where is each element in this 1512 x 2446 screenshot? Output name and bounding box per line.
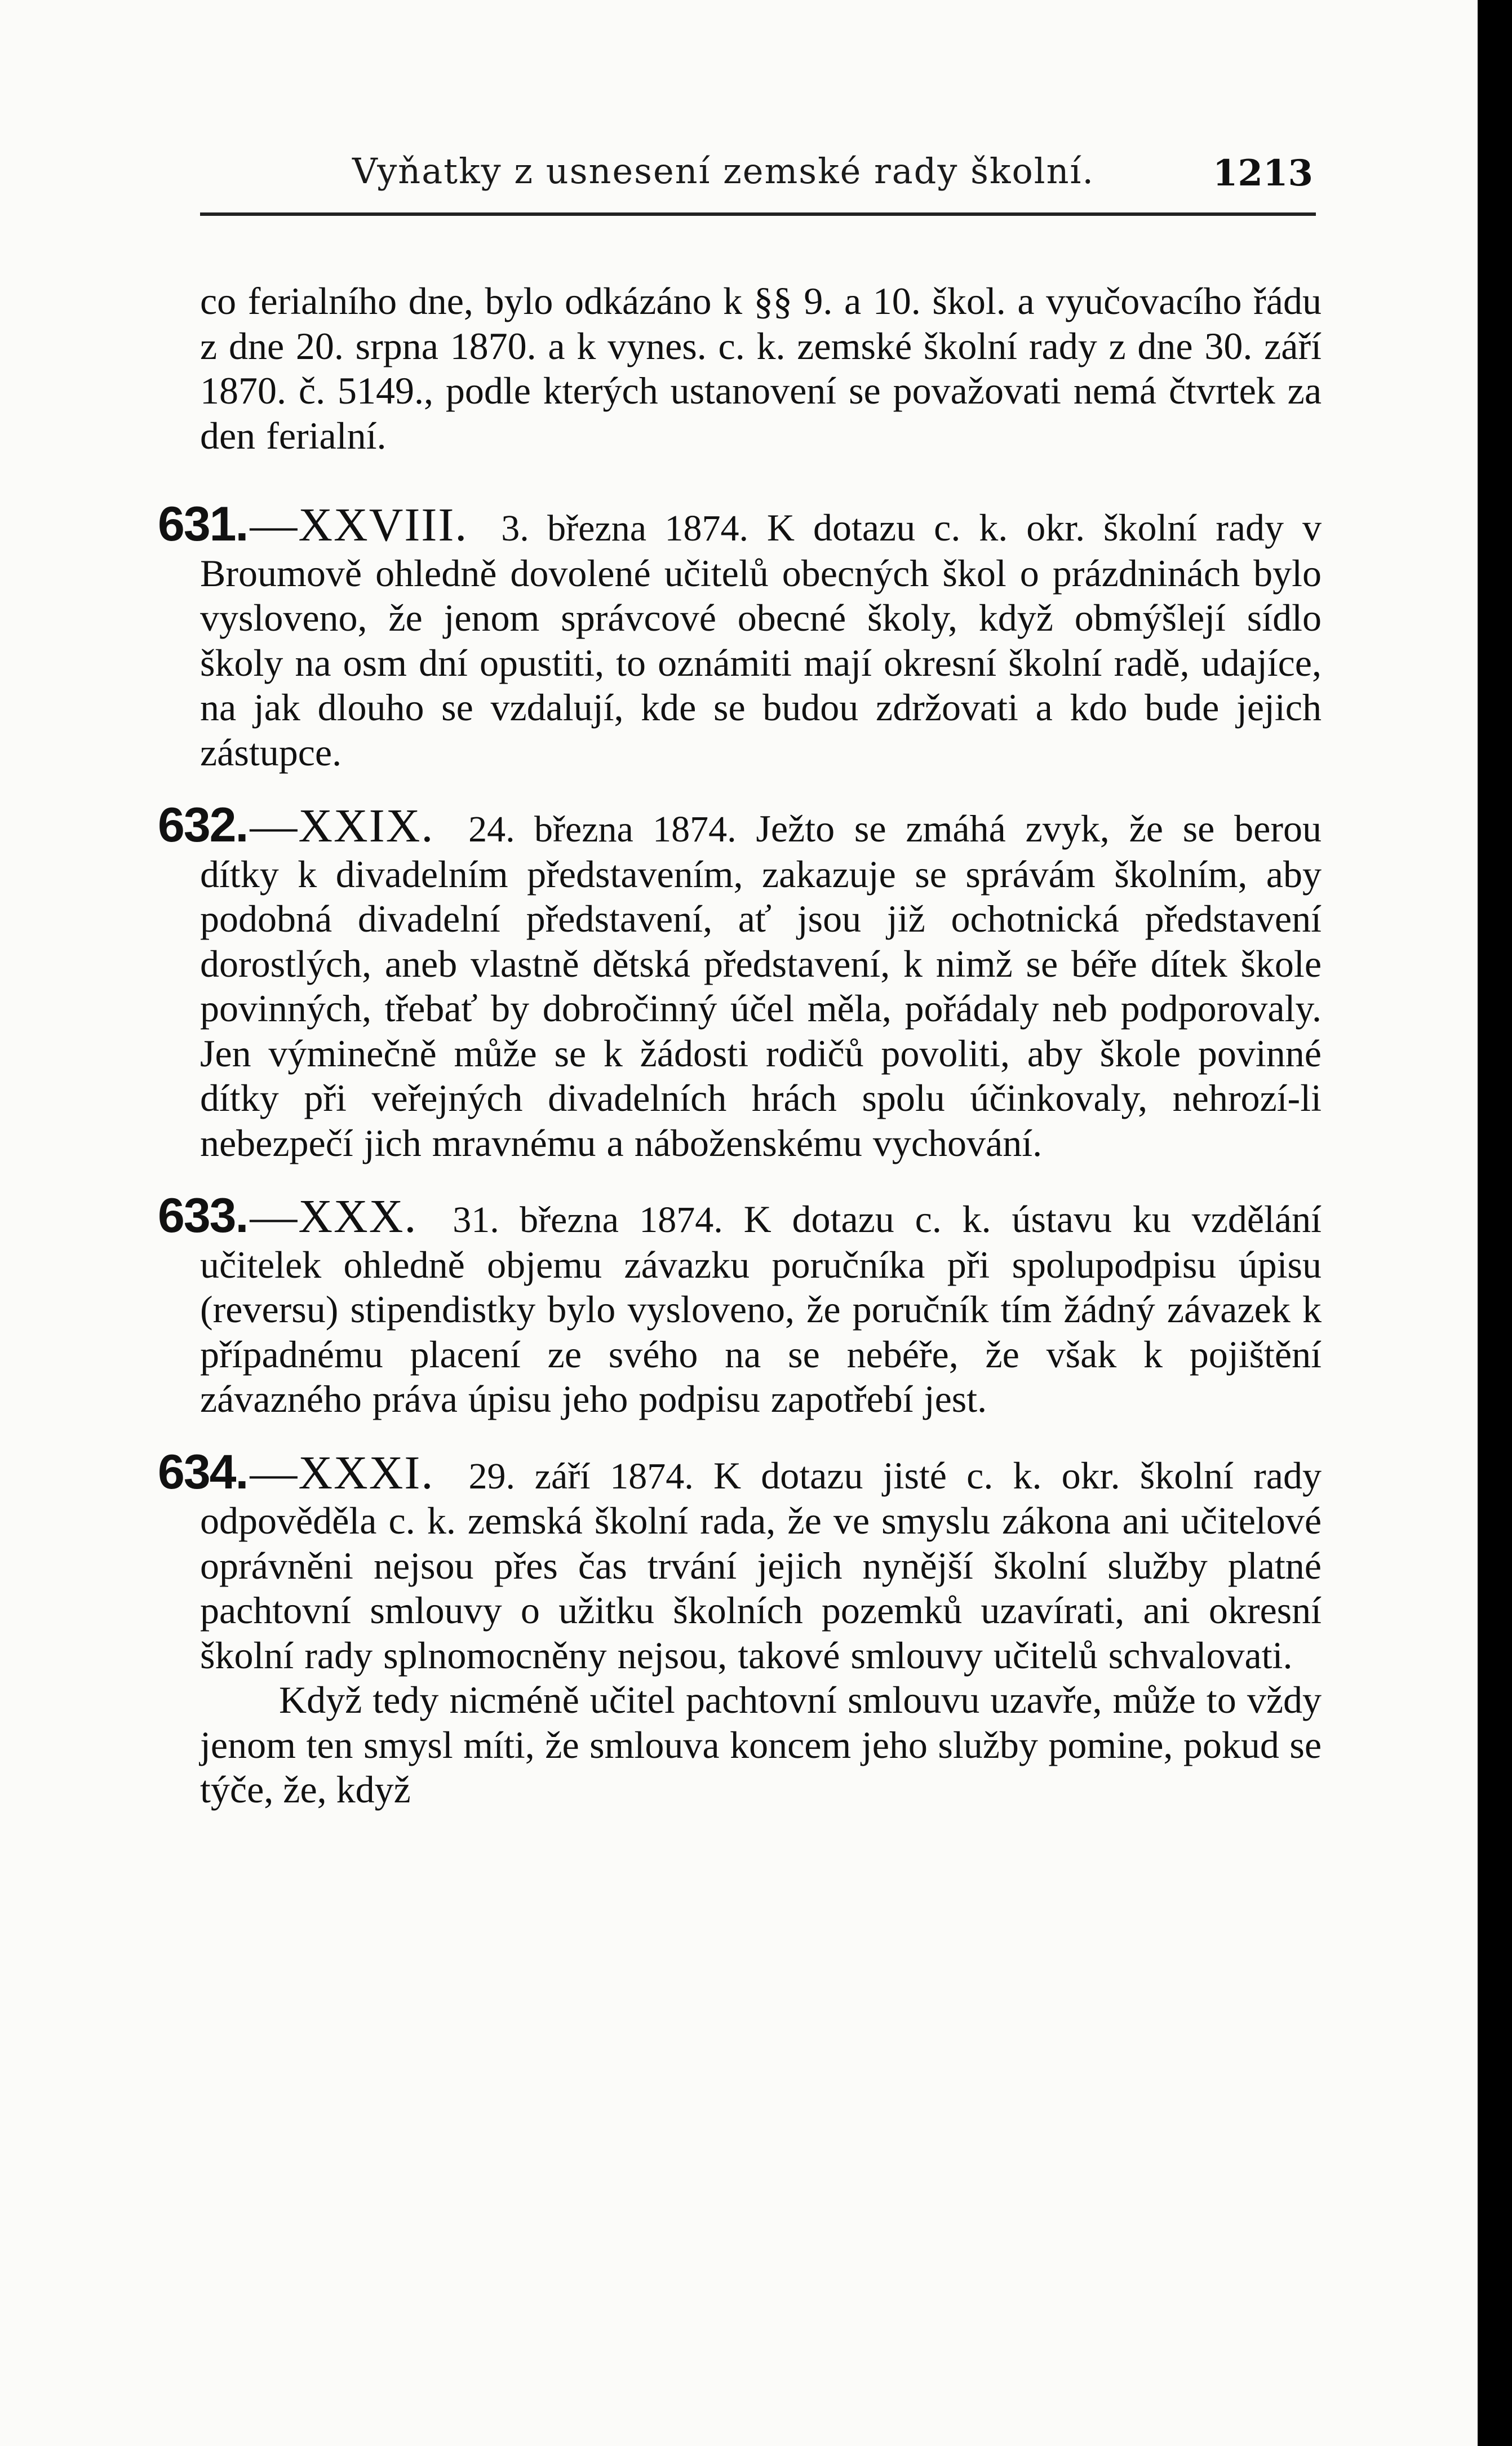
entry-roman-numeral: —XXX. bbox=[250, 1190, 418, 1243]
entry-roman-numeral: —XXXI. bbox=[250, 1446, 434, 1499]
page-body bbox=[158, 279, 1322, 1813]
entry-date: 31. března 1874. bbox=[453, 1199, 723, 1240]
continuation-paragraph: Když tedy nicméně učitel pachtovní smlouvu uzavře, může to vždy jenom ten smysl míti, že smlouva koncem jeho služby pomine, pokud se týče, že, když bbox=[200, 1678, 1322, 1811]
entry-text: Ježto se zmáhá zvyk, že se berou dítky k divadelním představením, zakazuje se správám školním, aby podobná divadelní představení, ať jsou již ochotnická představení dorostlých, aneb vlastně dětská představení, k nimž se béře dítek škole povinných, třebať by dobročinný účel měla, pořádaly neb podporovaly. Jen výminečně může se k žádosti rodičů povoliti, aby škole povinné dítky při veřejných divadelních hrách spolu účinkovaly, nehrozí-li nebezpečí jich mravnému a náboženskému vychování. bbox=[200, 807, 1322, 1164]
page-number: 1213 bbox=[1212, 152, 1313, 194]
entry-number: 632. bbox=[158, 798, 248, 852]
entry-date: 24. března 1874. bbox=[468, 809, 737, 850]
entry-text: K dotazu jisté c. k. okr. školní rady odpověděla c. k. zemská školní rada, že ve smyslu zákona ani učitelové oprávněni nejsou přes čas trvání jejich nynější školní služby platné pachtovní smlouvy o užitku školních pozemků uzavírati, ani okresní školní rady splnomocněny nejsou, takové smlouvy učitelů schvalovati. bbox=[200, 1454, 1322, 1677]
entry-date: 29. září 1874. bbox=[468, 1455, 694, 1497]
entry-633 bbox=[158, 1189, 1322, 1422]
running-head bbox=[200, 148, 1322, 232]
intro-paragraph: co ferialního dne, bylo odkázáno k §§ 9. a 10. škol. a vyučovacího řádu z dne 20. srpna 1870. a k vynes. c. k. zemské školní rady z dne 30. září 1870. č. 5149., podle kterých ustanovení se považovati nemá čtvrtek za den ferialní. bbox=[200, 280, 1322, 457]
entry-634 bbox=[158, 1444, 1322, 1678]
header-rule bbox=[200, 212, 1316, 216]
running-head-title: Vyňatky z usnesení zemské rady školní. bbox=[352, 150, 1095, 192]
entry-roman-numeral: —XXIX. bbox=[250, 800, 434, 852]
entry-number: 634. bbox=[158, 1444, 248, 1499]
entry-text: K dotazu c. k. ústavu ku vzdělání učitelek ohledně objemu závazku poručníka při spolupodpisu úpisu (reversu) stipendistky bylo vysloveno, že poručník tím žádný závazek k případnému placení ze svého na se nebéře, že však k pojištění závazného práva úpisu jeho podpisu zapotřebí jest. bbox=[200, 1198, 1322, 1420]
entry-632 bbox=[158, 798, 1322, 1166]
entry-number: 631. bbox=[158, 497, 248, 551]
entry-631 bbox=[158, 497, 1322, 775]
entry-number: 633. bbox=[158, 1189, 248, 1243]
entry-roman-numeral: —XXVIII. bbox=[250, 499, 468, 551]
entry-date: 3. března 1874. bbox=[501, 508, 748, 549]
scan-edge bbox=[1478, 0, 1512, 2446]
entry-text: K dotazu c. k. okr. školní rady v Broumově ohledně dovolené učitelů obecných škol o prázdninách bylo vysloveno, že jenom správcové obecné školy, když obmýšlejí sídlo školy na osm dní opustiti, to oznámiti mají okresní školní radě, udajíce, na jak dlouho se vzdalují, kde se budou zdržovati a kdo bude jejich zástupce. bbox=[200, 506, 1322, 774]
